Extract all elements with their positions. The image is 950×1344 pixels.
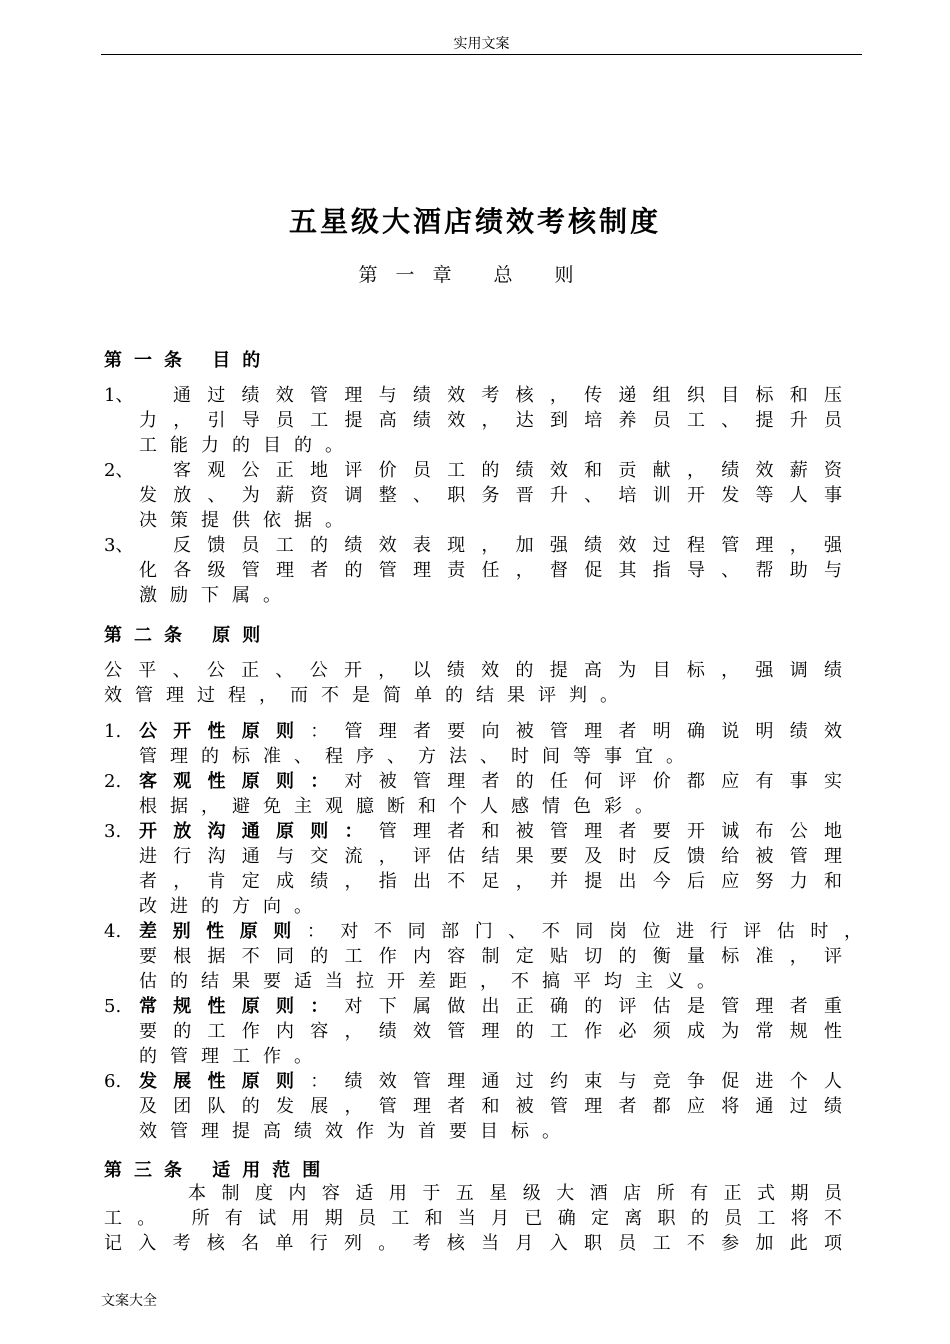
item-line <box>139 1069 842 1094</box>
scope-paragraph <box>104 1181 842 1256</box>
scope-line: 本制度内容适用于五星级大酒店所有正式期员 <box>188 1183 842 1204</box>
item-line: 进行沟通与交流，评估结果要及时反馈给被管理 <box>139 846 842 867</box>
item-line: 化各级管理者的管理责任，督促其指导、帮助与 <box>139 560 842 581</box>
principle-item-2 <box>104 769 842 819</box>
item-number: 2、 <box>104 460 134 481</box>
intro-line: 公平、公正、公开，以绩效的提高为目标，强调绩 <box>104 660 842 681</box>
principle-item-3 <box>104 819 842 919</box>
intro-line: 效管理过程，而不是简单的结果评判。 <box>104 685 631 706</box>
page-header: 实用文案 <box>101 34 862 55</box>
item-line: 客观公正地评价员工的绩效和贡献，绩效薪资 <box>173 460 842 481</box>
item-line: 及团队的发展，管理者和被管理者都应将通过绩 <box>139 1096 842 1117</box>
item-number: 3、 <box>104 535 134 556</box>
item-number: 2. <box>104 771 122 792</box>
item-number: 3. <box>104 821 122 842</box>
chapter-heading: 第一章 总 则 <box>358 264 592 286</box>
item-number: 5. <box>104 996 122 1017</box>
principle-text: 管理者和被管理者要开诚布公地 <box>378 821 842 842</box>
principle-text: ：绩效管理通过约束与竞争促进个人 <box>310 1071 842 1092</box>
item-number: 4. <box>104 921 122 942</box>
principle-name: 差别性原则 <box>139 921 307 942</box>
principle-item-5 <box>104 994 842 1069</box>
section-heading-purpose: 第一条 目的 <box>104 350 273 371</box>
principle-text: 对下属做出正确的评估是管理者重 <box>344 996 842 1017</box>
item-line <box>139 719 842 744</box>
principle-text: ：管理者要向被管理者明确说明绩效 <box>310 721 842 742</box>
principles-intro <box>104 658 842 708</box>
item-line: 要根据不同的工作内容制定贴切的衡量标准，评 <box>139 946 842 967</box>
item-line: 的管理工作。 <box>139 1046 325 1067</box>
purpose-item-3 <box>104 533 842 608</box>
item-line: 者，肯定成绩，指出不足，并提出今后应努力和 <box>139 871 842 892</box>
principle-name: 常规性原则： <box>139 996 345 1017</box>
item-line: 工能力的目的。 <box>139 435 356 456</box>
item-line: 反馈员工的绩效表现，加强绩效过程管理，强 <box>173 535 842 556</box>
page-footer: 文案大全 <box>101 1293 157 1309</box>
item-line: 发放、为薪资调整、职务晋升、培训开发等人事 <box>139 485 842 506</box>
item-line: 决策提供依据。 <box>139 510 356 531</box>
principle-text: ：对不同部门、不同岗位进行评估时， <box>306 921 863 942</box>
item-number: 6. <box>104 1071 122 1092</box>
principle-item-4 <box>104 919 863 994</box>
principle-name: 客观性原则： <box>139 771 345 792</box>
principle-text: 对被管理者的任何评价都应有事实 <box>344 771 842 792</box>
principle-name: 公开性原则 <box>139 721 311 742</box>
item-number: 1. <box>104 721 122 742</box>
item-line <box>139 819 842 844</box>
item-number: 1、 <box>104 385 134 406</box>
principle-name: 开放沟通原则： <box>139 821 379 842</box>
item-line: 效管理提高绩效作为首要目标。 <box>139 1121 573 1142</box>
purpose-item-1 <box>104 383 842 458</box>
principle-item-6 <box>104 1069 842 1144</box>
section-heading-scope: 第三条 适用范围 <box>104 1160 333 1181</box>
principle-name: 发展性原则 <box>139 1071 311 1092</box>
section-heading-principles: 第二条 原则 <box>104 625 273 646</box>
item-line: 力，引导员工提高绩效，达到培养员工、提升员 <box>139 410 842 431</box>
item-line <box>139 769 842 794</box>
item-line: 估的结果要适当拉开差距，不搞平均主义。 <box>139 971 728 992</box>
scope-line: 记入考核名单行列。考核当月入职员工不参加此项 <box>104 1233 842 1254</box>
document-title: 五星级大酒店绩效考核制度 <box>288 205 661 238</box>
purpose-item-2 <box>104 458 842 533</box>
item-line: 要的工作内容，绩效管理的工作必须成为常规性 <box>139 1021 842 1042</box>
item-line <box>139 994 842 1019</box>
item-line: 改进的方向。 <box>139 896 325 917</box>
item-line: 管理的标准、程序、方法、时间等事宜。 <box>139 746 697 767</box>
item-line <box>139 919 862 944</box>
item-line: 激励下属。 <box>139 585 294 606</box>
scope-line: 工。 所有试用期员工和当月已确定离职的员工将不 <box>104 1208 842 1229</box>
principle-item-1 <box>104 719 842 769</box>
item-line: 通过绩效管理与绩效考核，传递组织目标和压 <box>173 385 842 406</box>
item-line: 根据，避免主观臆断和个人感情色彩。 <box>139 796 666 817</box>
